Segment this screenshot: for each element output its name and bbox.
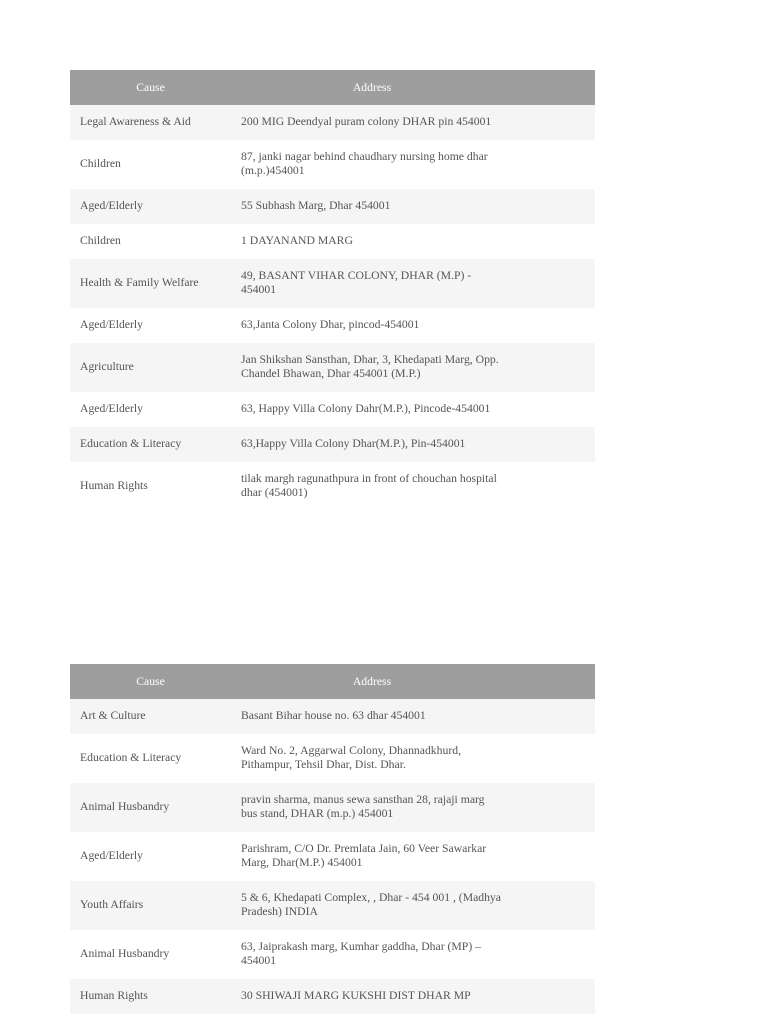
empty-cell [513, 462, 595, 511]
header-cause: Cause [70, 664, 231, 699]
cause-cell: Aged/Elderly [70, 189, 231, 224]
cause-cell: Aged/Elderly [70, 308, 231, 343]
empty-cell [513, 105, 595, 140]
address-cell: 55 Subhash Marg, Dhar 454001 [231, 189, 513, 224]
table-row [70, 783, 595, 832]
address-cell: 30 SHIWAJI MARG KUKSHI DIST DHAR MP [231, 979, 513, 1014]
header-cause: Cause [70, 70, 231, 105]
empty-cell [513, 832, 595, 881]
cause-cell: Education & Literacy [70, 734, 231, 783]
empty-cell [513, 140, 595, 189]
cause-cell: Agriculture [70, 343, 231, 392]
header-address: Address [231, 664, 513, 699]
table-row [70, 462, 595, 511]
address-cell: 63,Janta Colony Dhar, pincod-454001 [231, 308, 513, 343]
cause-cell: Education & Literacy [70, 427, 231, 462]
empty-cell [513, 189, 595, 224]
cause-cell: Aged/Elderly [70, 392, 231, 427]
empty-cell [513, 224, 595, 259]
address-cell: Parishram, C/O Dr. Premlata Jain, 60 Veer Sawarkar Marg, Dhar(M.P.) 454001 [231, 832, 513, 881]
header-address: Address [231, 70, 513, 105]
table-row [70, 427, 595, 462]
cause-address-table [70, 664, 595, 1014]
empty-cell [513, 699, 595, 734]
table-row [70, 392, 595, 427]
cause-cell: Health & Family Welfare [70, 259, 231, 308]
table-row [70, 308, 595, 343]
table-row [70, 930, 595, 979]
cause-cell: Children [70, 140, 231, 189]
cause-cell: Children [70, 224, 231, 259]
cause-address-table [70, 70, 595, 511]
address-cell: 200 MIG Deendyal puram colony DHAR pin 454001 [231, 105, 513, 140]
cause-cell: Animal Husbandry [70, 783, 231, 832]
empty-cell [513, 308, 595, 343]
table-row [70, 979, 595, 1014]
address-cell: 63,Happy Villa Colony Dhar(M.P.), Pin-454001 [231, 427, 513, 462]
header-empty [513, 664, 595, 699]
empty-cell [513, 979, 595, 1014]
address-cell: tilak margh ragunathpura in front of chouchan hospital dhar (454001) [231, 462, 513, 511]
address-cell: 5 & 6, Khedapati Complex, , Dhar - 454 001 , (Madhya Pradesh) INDIA [231, 881, 513, 930]
table-row [70, 189, 595, 224]
cause-cell: Aged/Elderly [70, 832, 231, 881]
table-row [70, 140, 595, 189]
header-empty [513, 70, 595, 105]
empty-cell [513, 734, 595, 783]
address-cell: Jan Shikshan Sansthan, Dhar, 3, Khedapati Marg, Opp. Chandel Bhawan, Dhar 454001 (M.P.) [231, 343, 513, 392]
table-row [70, 343, 595, 392]
table-row [70, 881, 595, 930]
address-cell: 63, Happy Villa Colony Dahr(M.P.), Pincode-454001 [231, 392, 513, 427]
cause-cell: Youth Affairs [70, 881, 231, 930]
empty-cell [513, 930, 595, 979]
address-cell: 63, Jaiprakash marg, Kumhar gaddha, Dhar (MP) – 454001 [231, 930, 513, 979]
address-cell: 87, janki nagar behind chaudhary nursing home dhar (m.p.)454001 [231, 140, 513, 189]
address-cell: 49, BASANT VIHAR COLONY, DHAR (M.P) - 454001 [231, 259, 513, 308]
table-row [70, 224, 595, 259]
address-cell: Basant Bihar house no. 63 dhar 454001 [231, 699, 513, 734]
address-cell: Ward No. 2, Aggarwal Colony, Dhannadkhurd, Pithampur, Tehsil Dhar, Dist. Dhar. [231, 734, 513, 783]
empty-cell [513, 427, 595, 462]
table-row [70, 259, 595, 308]
table-header-row [70, 70, 595, 105]
empty-cell [513, 343, 595, 392]
empty-cell [513, 783, 595, 832]
address-cell: pravin sharma, manus sewa sansthan 28, rajaji marg bus stand, DHAR (m.p.) 454001 [231, 783, 513, 832]
empty-cell [513, 392, 595, 427]
table-row [70, 734, 595, 783]
cause-cell: Legal Awareness & Aid [70, 105, 231, 140]
table-header-row [70, 664, 595, 699]
table-row [70, 105, 595, 140]
address-cell: 1 DAYANAND MARG [231, 224, 513, 259]
table-row [70, 832, 595, 881]
cause-cell: Art & Culture [70, 699, 231, 734]
cause-cell: Human Rights [70, 979, 231, 1014]
table-row [70, 699, 595, 734]
empty-cell [513, 259, 595, 308]
empty-cell [513, 881, 595, 930]
cause-cell: Animal Husbandry [70, 930, 231, 979]
cause-cell: Human Rights [70, 462, 231, 511]
